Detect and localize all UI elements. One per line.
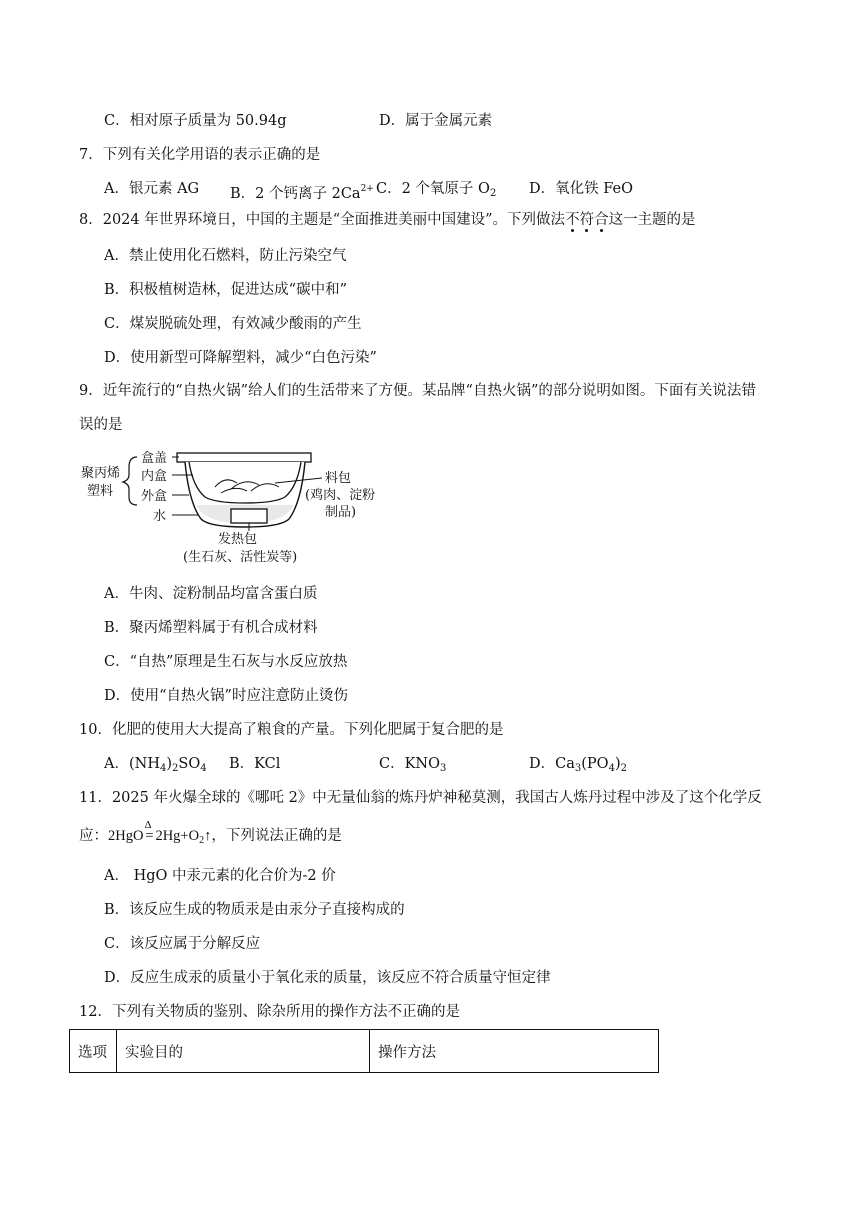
q9-option-c: C．“自热”原理是生石灰与水反应放热	[104, 654, 348, 670]
q11-option-a: A． HgO 中汞元素的化合价为-2 价	[104, 868, 336, 884]
table-header-cell: 选项	[70, 1030, 117, 1073]
emphasis-char: 不	[565, 212, 580, 228]
q9-option-d: D．使用“自热火锅”时应注意防止烫伤	[104, 688, 348, 704]
q11-equation: 2HgO Δ = $2Hg+O_2↑$	[108, 819, 212, 846]
q8-option-b: B．积极植树造林，促进达成“碳中和”	[104, 282, 347, 298]
emphasis-char: 合	[594, 212, 609, 228]
q7-option-d: D．氧化铁 FeO	[529, 181, 633, 197]
q12-table	[69, 1029, 659, 1073]
fig-ingredient-label: 料包	[325, 471, 352, 486]
q8-stem: 8．2024 年世界环境日，中国的主题是“全面推进美丽中国建设”。下列做法不符合这一主题的是	[79, 212, 696, 228]
q10-stem: 10．化肥的使用大大提高了粮食的产量。下列化肥属于复合肥的是	[79, 722, 504, 738]
table-header-cell: 操作方法	[370, 1030, 659, 1073]
q7-option-c: C．2 个氧原子 $O_2$	[376, 181, 497, 199]
q6-option-d: D．属于金属元素	[379, 113, 493, 129]
q7-stem: 7．下列有关化学用语的表示正确的是	[79, 147, 321, 163]
fig-inner-box-label: 内盒	[141, 469, 168, 484]
fig-group-label-1: 聚丙烯	[81, 466, 121, 481]
q11-option-b: B．该反应生成的物质汞是由汞分子直接构成的	[104, 902, 405, 918]
q9-stem-line1: 9．近年流行的“自热火锅”给人们的生活带来了方便。某品牌“自热火锅”的部分说明如图。下面有关说法错	[79, 383, 756, 399]
fig-heat-pack-note: (生石灰、活性炭等)	[183, 550, 298, 565]
fig-ingredient-note-1: (鸡肉、淀粉	[305, 488, 376, 503]
fig-lid-label: 盒盖	[141, 451, 168, 466]
q8-emphasis	[565, 212, 609, 228]
table-header-row	[70, 1030, 659, 1073]
fig-heat-pack-label: 发热包	[218, 532, 258, 547]
q8-option-a: A．禁止使用化石燃料，防止污染空气	[104, 248, 347, 264]
q8-option-c: C．煤炭脱硫处理，有效减少酸雨的产生	[104, 316, 362, 332]
q7-option-a: A．银元素 AG	[104, 181, 200, 197]
q11-option-d: D．反应生成汞的质量小于氧化汞的质量，该反应不符合质量守恒定律	[104, 970, 551, 986]
self-heating-hotpot-diagram	[75, 445, 405, 575]
fig-ingredient-note-2: 制品)	[325, 505, 357, 520]
fig-group-label-2: 塑料	[87, 484, 114, 499]
table-header-cell: 实验目的	[117, 1030, 370, 1073]
q11-stem-line2: 应：2HgO Δ = $2Hg+O_2↑$，下列说法正确的是	[79, 819, 342, 846]
q10-option-c: C．$KNO_3$	[379, 756, 447, 774]
q11-stem-line1: 11．2025 年火爆全球的《哪吒 2》中无量仙翁的炼丹炉神秘莫测，我国古人炼丹过程中涉及了这个化学反	[79, 790, 762, 806]
q9-option-a: A．牛肉、淀粉制品均富含蛋白质	[104, 586, 318, 602]
q6-option-c: C．相对原子质量为 50.94g	[104, 113, 287, 129]
q10-option-d: D．$Ca_3(PO_4)_2$	[529, 756, 627, 774]
q10-option-b: B．KCl	[229, 756, 281, 772]
q11-option-c: C．该反应属于分解反应	[104, 936, 261, 952]
q9-stem-line2: 误的是	[79, 417, 123, 433]
fig-water-label: 水	[153, 509, 167, 524]
emphasis-char: 符	[579, 212, 595, 228]
q10-option-a: A．$(NH_4)_2SO_4$	[104, 756, 207, 774]
q12-stem: 12．下列有关物质的鉴别、除杂所用的操作方法不正确的是	[79, 1004, 460, 1020]
q9-option-b: B．聚丙烯塑料属于有机合成材料	[104, 620, 318, 636]
q7-option-b: B．2 个钙离子 $2Ca^{2+}$	[230, 184, 374, 202]
fig-outer-box-label: 外盒	[141, 489, 168, 504]
q8-option-d: D．使用新型可降解塑料，减少“白色污染”	[104, 350, 377, 366]
